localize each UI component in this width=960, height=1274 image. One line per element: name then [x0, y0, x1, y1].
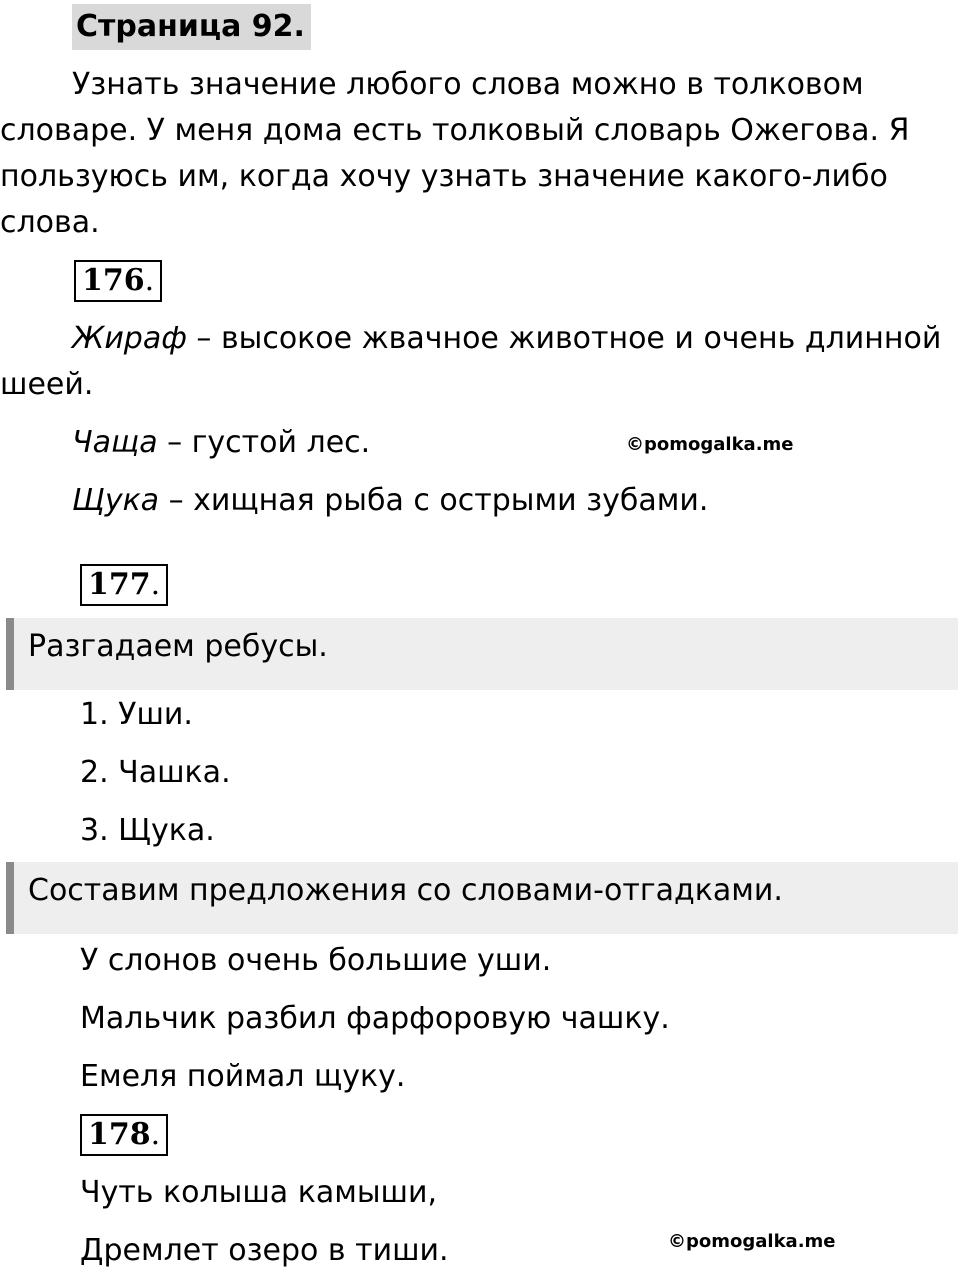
- answer-item: 3. Щука.: [80, 813, 215, 848]
- task-number-177: 177.: [80, 564, 168, 606]
- intro-line: слова.: [0, 205, 100, 240]
- poem-line: Чуть колыша камыши,: [80, 1175, 438, 1210]
- intro-line: Узнать значение любого слова можно в толковом: [72, 67, 864, 102]
- intro-line: словаре. У меня дома есть толковый словарь Ожегова. Я: [0, 113, 910, 148]
- sentence-item: Мальчик разбил фарфоровую чашку.: [80, 1001, 670, 1036]
- intro-line: пользуюсь им, когда хочу узнать значение какого-либо: [0, 159, 888, 194]
- sentence-item: Емеля поймал щуку.: [80, 1059, 406, 1094]
- answer-item: 1. Уши.: [80, 697, 193, 732]
- page-title: Страница 92.: [72, 4, 311, 50]
- watermark: ©pomogalka.me: [626, 434, 794, 455]
- definition-pike: Щука – хищная рыба с острыми зубами.: [72, 483, 709, 518]
- task-prompt-sentences: Составим предложения со словами-отгадками.: [6, 862, 958, 934]
- term: Жираф: [72, 321, 187, 356]
- answer-item: 2. Чашка.: [80, 755, 231, 790]
- task-prompt-rebus: Разгадаем ребусы.: [6, 618, 958, 690]
- definition-giraffe: Жираф – высокое жвачное животное и очень длинной: [72, 321, 942, 356]
- sentence-item: У слонов очень большие уши.: [80, 943, 552, 978]
- task-number-176: 176.: [74, 260, 162, 302]
- task-number-178: 178.: [80, 1114, 168, 1156]
- term: Щука: [72, 483, 160, 518]
- term: Чаща: [72, 425, 158, 460]
- poem-line: Дремлет озеро в тиши.: [80, 1233, 449, 1268]
- watermark: ©pomogalka.me: [668, 1231, 836, 1252]
- definition-thicket: Чаща – густой лес.: [72, 425, 371, 460]
- definition-continuation: шеей.: [0, 367, 94, 402]
